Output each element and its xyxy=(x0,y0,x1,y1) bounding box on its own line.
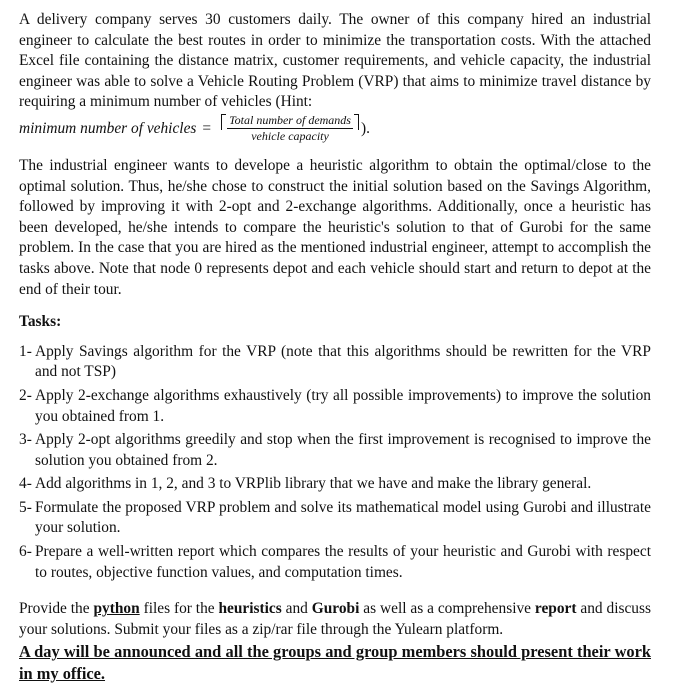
task-number: 3- xyxy=(19,431,32,449)
submission-text: files for the xyxy=(139,600,219,618)
task-item xyxy=(19,498,651,539)
python-emphasis: python xyxy=(93,600,140,618)
task-number: 5- xyxy=(19,498,32,516)
task-text: Add algorithms in 1, 2, and 3 to VRPlib library that we have and make the library general. xyxy=(35,475,592,493)
formula-numerator: Total number of demands xyxy=(229,113,351,128)
task-item xyxy=(19,474,651,495)
announcement: A day will be announced and all the groups and group members should present their work in my office. xyxy=(19,642,651,684)
submission-text: as well as a comprehensive xyxy=(359,600,535,618)
task-text: Apply 2-opt algorithms greedily and stop when the first improvement is recognised to improve the solution you obtained from 2. xyxy=(35,431,651,469)
task-item xyxy=(19,386,651,427)
task-item xyxy=(19,430,651,471)
task-text: Apply Savings algorithm for the VRP (note that this algorithms should be rewritten for the VRP and not TSP) xyxy=(35,342,651,381)
problem-paragraph: The industrial engineer wants to develope a heuristic algorithm to obtain the optimal/close to the optimal solution. Thus, he/she chose to construct the initial solution based on the Savings Algorithm, followed by improving it with 2-opt and 2-exchange algorithms. Additionally, once a heuristic has been developed, he/she intends to compare the heuristic's solution to that of Gurobi for the same problem. In the case that you are hired as the mentioned industrial engineer, attempt to accomplish the tasks above. Note that node 0 represents depot and each vehicle should start and return to depot at the end of their tour. xyxy=(19,156,651,298)
task-text: Apply 2-exchange algorithms exhaustively (try all possible improvements) to improve the solution you obtained from 1. xyxy=(35,386,651,425)
gurobi-emphasis: Gurobi xyxy=(311,600,360,618)
submission-paragraph xyxy=(19,599,651,640)
task-number: 4- xyxy=(19,475,32,493)
report-emphasis: report xyxy=(534,600,577,618)
task-item xyxy=(19,542,651,583)
tasks-heading: Tasks: xyxy=(19,313,62,331)
submission-text: and xyxy=(281,600,312,618)
task-text: Prepare a well-written report which compares the results of your heuristic and Gurobi with respect to routes, objective function values, and computation times. xyxy=(35,543,651,581)
formula-equals: = xyxy=(202,119,212,137)
heuristics-emphasis: heuristics xyxy=(218,600,282,618)
hint-formula xyxy=(19,114,651,144)
task-number: 2- xyxy=(19,386,32,404)
submission-text: Provide the xyxy=(19,600,94,618)
formula-ceiling-fraction xyxy=(221,114,359,143)
formula-lhs: minimum number of vehicles xyxy=(19,119,197,137)
task-text: Formulate the proposed VRP problem and solve its mathematical model using Gurobi and illustrate your solution. xyxy=(35,498,651,537)
formula-close: ). xyxy=(360,119,370,137)
tasks-list xyxy=(19,342,651,584)
formula-denominator: vehicle capacity xyxy=(251,129,329,144)
task-number: 6- xyxy=(19,543,32,561)
task-number: 1- xyxy=(19,342,32,360)
submission-text: and discuss your solutions. Submit your files as a zip/rar file through the Yulearn platform. xyxy=(19,600,651,638)
task-item xyxy=(19,342,651,383)
intro-paragraph: A delivery company serves 30 customers daily. The owner of this company hired an industrial engineer to calculate the best routes in order to minimize the transportation costs. With the attached Excel file containing the distance matrix, customer requirements, and vehicle capacity, the industrial engineer was able to solve a Vehicle Routing Problem (VRP) that aims to minimize travel distance by requiring a minimum number of vehicles (Hint: xyxy=(19,11,651,111)
